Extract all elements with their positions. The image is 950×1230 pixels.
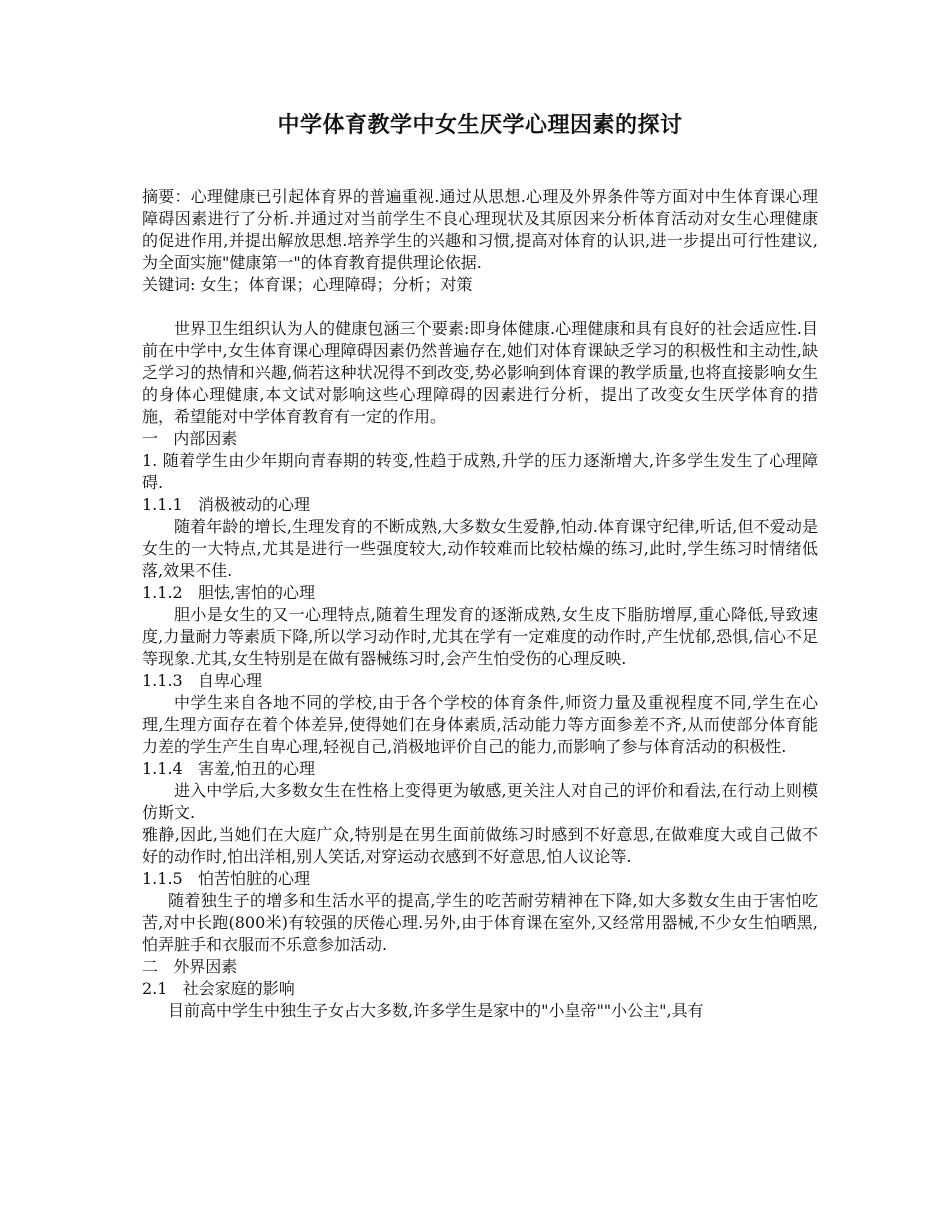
subsection-heading-1-1-4: 1.1.4 害羞,怕丑的心理	[142, 759, 316, 778]
section-heading-2: 二 外界因素	[142, 957, 238, 976]
section-heading-1: 一 内部因素	[142, 429, 238, 448]
subsection-heading-1-1-2: 1.1.2 胆怯,害怕的心理	[142, 583, 316, 602]
subsection-1-1-2-text: 胆小是女生的又一心理特点,随着生理发育的逐渐成熟,女生皮下脂肪增厚,重心降低,导致速度,力量耐力等素质下降,所以学习动作时,尤其在学有一定难度的动作时,产生忧郁,恐惧,信心不足等现象.尤其,女生特别是在做有器械练习时,会产生怕受伤的心理反映.	[142, 605, 818, 668]
subsection-heading-1-1-5: 1.1.5 怕苦怕脏的心理	[142, 869, 310, 888]
subsection-1-1-3-text: 中学生来自各地不同的学校,由于各个学校的体育条件,师资力量及重视程度不同,学生在心理,生理方面存在着个体差异,使得她们在身体素质,活动能力等方面参差不齐,从而使部分体育能力差的学生产生自卑心理,轻视自己,消极地评价自己的能力,而影响了参与体育活动的积极性.	[142, 693, 818, 756]
keywords: 关键词: 女生；体育课；心理障碍；分析；对策	[142, 275, 473, 294]
document-page	[142, 110, 818, 1022]
section-1-intro: 1. 随着学生由少年期向青春期的转变,性趋于成熟,升学的压力逐渐增大,许多学生发生了心理障碍.	[142, 451, 818, 492]
intro-paragraph: 世界卫生组织认为人的健康包涵三个要素:即身体健康.心理健康和具有良好的社会适应性.目前在中学中,女生体育课心理障碍因素仍然普遍存在,她们对体育课缺乏学习的积极性和主动性,缺乏学习的热情和兴趣,倘若这种状况得不到改变,势必影响到体育课的教学质量,也将直接影响女生的身体心理健康,本文试对影响这些心理障碍的因素进行分析，提出了改变女生厌学体育的措施，希望能对中学体育教育有一定的作用。	[142, 319, 818, 426]
subsection-2-1-text: 目前高中学生中独生子女占大多数,许多学生是家中的"小皇帝""小公主",具有	[168, 1001, 704, 1020]
subsection-1-1-4-text-b: 雅静,因此,当她们在大庭广众,特别是在男生面前做练习时感到不好意思,在做难度大或自己做不好的动作时,怕出洋相,别人笑话,对穿运动衣感到不好意思,怕人议论等.	[142, 825, 818, 866]
subsection-heading-2-1: 2.1 社会家庭的影响	[142, 979, 295, 998]
subsection-1-1-4-text-a: 进入中学后,大多数女生在性格上变得更为敏感,更关注人对自己的评价和看法,在行动上则模仿斯文.	[142, 781, 818, 822]
subsection-1-1-5-text: 随着独生子的增多和生活水平的提高,学生的吃苦耐劳精神在下降,如大多数女生由于害怕吃苦,对中长跑(800米)有较强的厌倦心理.另外,由于体育课在室外,又经常用器械,不少女生怕晒黑,怕弄脏手和衣服而不乐意参加活动.	[142, 891, 818, 954]
document-title: 中学体育教学中女生厌学心理因素的探讨	[277, 113, 683, 138]
subsection-heading-1-1-3: 1.1.3 自卑心理	[142, 671, 262, 690]
subsection-1-1-1-text: 随着年龄的增长,生理发育的不断成熟,大多数女生爱静,怕动.体育课守纪律,听话,但不爱动是女生的一大特点,尤其是进行一些强度较大,动作较难而比较枯燥的练习,此时,学生练习时情绪低落,效果不佳.	[142, 517, 818, 580]
abstract: 摘要：心理健康已引起体育界的普遍重视.通过从思想.心理及外界条件等方面对中生体育课心理障碍因素进行了分析.并通过对当前学生不良心理现状及其原因来分析体育活动对女生心理健康的促进作用,并提出解放思想.培养学生的兴趣和习惯,提高对体育的认识,进一步提出可行性建议,为全面实施"健康第一"的体育教育提供理论依据.	[142, 187, 818, 272]
subsection-heading-1-1-1: 1.1.1 消极被动的心理	[142, 495, 310, 514]
